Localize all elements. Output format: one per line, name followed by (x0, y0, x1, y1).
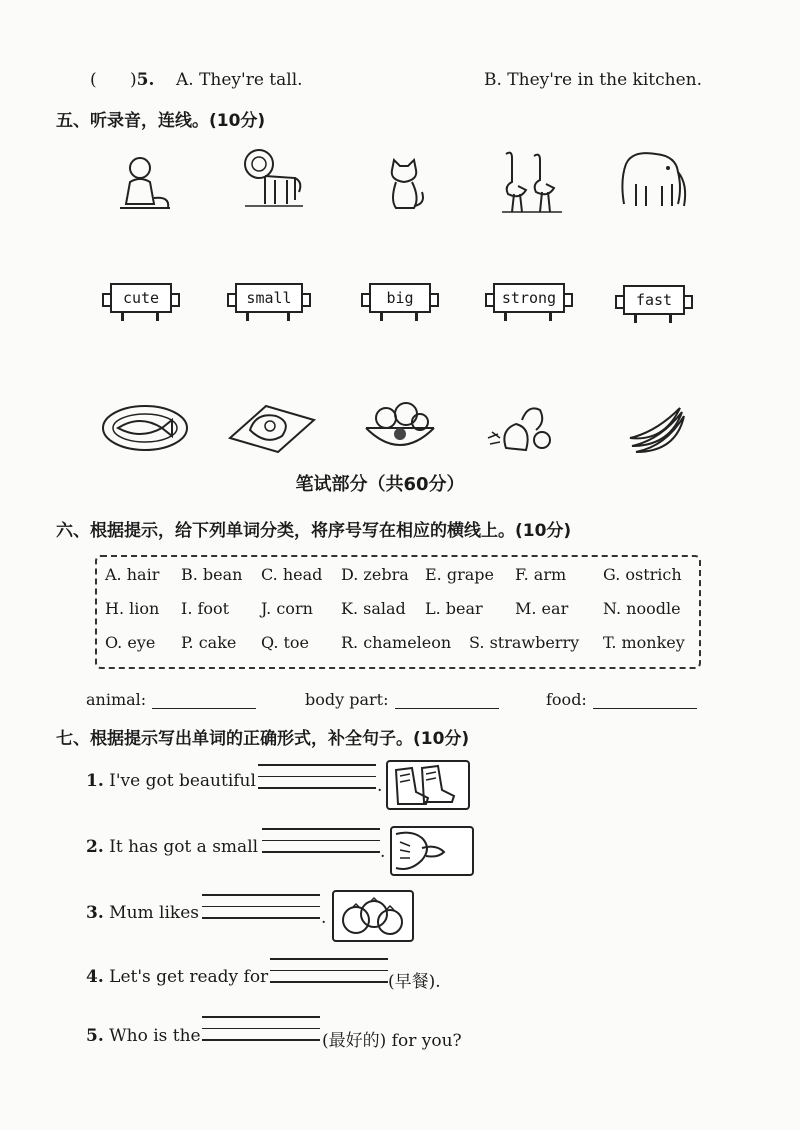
word-box (95, 555, 701, 669)
sentence-4: 4. Let's get ready for (86, 967, 269, 987)
word-item: N. noodle (603, 599, 681, 618)
fish-dish-icon (100, 400, 190, 456)
word-item: B. bean (181, 565, 243, 584)
writing-lines-5[interactable] (202, 1016, 320, 1051)
word-item: J. corn (261, 599, 313, 618)
meat-icon (226, 398, 318, 454)
shoes-icon (386, 760, 470, 810)
word-item: F. arm (515, 565, 567, 584)
sign-small: small (232, 283, 304, 321)
sentence-5: 5. Who is the (86, 1026, 201, 1046)
word-item: S. strawberry (469, 633, 580, 652)
answer-blank-body-part[interactable] (395, 708, 499, 709)
writing-lines-3[interactable] (202, 894, 320, 929)
writing-lines-2[interactable] (262, 828, 380, 863)
sentence-3-end: . (321, 908, 327, 928)
section6-title: 六、根据提示，给下列单词分类，将序号写在相应的横线上。(10分) (56, 521, 572, 541)
section5-title: 五、听录音，连线。(10分) (56, 111, 266, 131)
fruit-basket-icon (362, 396, 438, 456)
word-item: O. eye (105, 633, 156, 652)
category-body-part: body part: (305, 690, 499, 709)
q5-number: )5. (130, 70, 155, 90)
word-item: T. monkey (603, 633, 685, 652)
tomatoes-icon (332, 890, 414, 942)
q5-paren: ( (90, 70, 97, 90)
writing-lines-4[interactable] (270, 958, 388, 993)
answer-blank-food[interactable] (593, 708, 697, 709)
monkey-icon (110, 148, 182, 220)
q5-option-a: A. They're tall. (176, 70, 303, 90)
word-item: L. bear (425, 599, 483, 618)
sign-cute: cute (107, 283, 173, 321)
word-item: G. ostrich (603, 565, 682, 584)
sentence-2-end: . (380, 842, 386, 862)
word-item: Q. toe (261, 633, 310, 652)
bananas-icon (624, 402, 688, 454)
sentence-1-end: . (377, 776, 383, 796)
word-item: K. salad (341, 599, 406, 618)
sign-strong: strong (490, 283, 566, 321)
sign-fast: fast (620, 285, 686, 323)
sentence-1: 1. I've got beautiful (86, 771, 256, 791)
answer-blank-animal[interactable] (152, 708, 256, 709)
word-item: M. ear (515, 599, 569, 618)
word-item: H. lion (105, 599, 160, 618)
word-item: C. head (261, 565, 323, 584)
cat-icon (370, 150, 442, 222)
writing-lines-1[interactable] (258, 764, 376, 799)
word-item: D. zebra (341, 565, 409, 584)
sentence-2: 2. It has got a small (86, 837, 259, 857)
sentence-3: 3. Mum likes (86, 903, 199, 923)
elephant-icon (612, 144, 692, 216)
word-item: A. hair (105, 565, 160, 584)
category-animal: animal: (86, 690, 256, 709)
lion-icon (235, 142, 307, 214)
word-item: P. cake (181, 633, 237, 652)
word-item: E. grape (425, 565, 494, 584)
vegetables-icon (486, 400, 556, 456)
section7-title: 七、根据提示写出单词的正确形式，补全句子。(10分) (56, 729, 470, 749)
category-food: food: (546, 690, 697, 709)
written-part-heading: 笔试部分（共60分） (295, 474, 465, 495)
mouth-icon (390, 826, 474, 876)
sign-big: big (366, 283, 432, 321)
word-item: R. chameleon (341, 633, 452, 652)
word-item: I. foot (181, 599, 230, 618)
q5-option-b: B. They're in the kitchen. (484, 70, 703, 90)
sentence-4-end: (早餐). (388, 972, 441, 992)
sentence-5-end: (最好的) for you? (322, 1031, 462, 1051)
ostrich-icon (494, 146, 566, 218)
